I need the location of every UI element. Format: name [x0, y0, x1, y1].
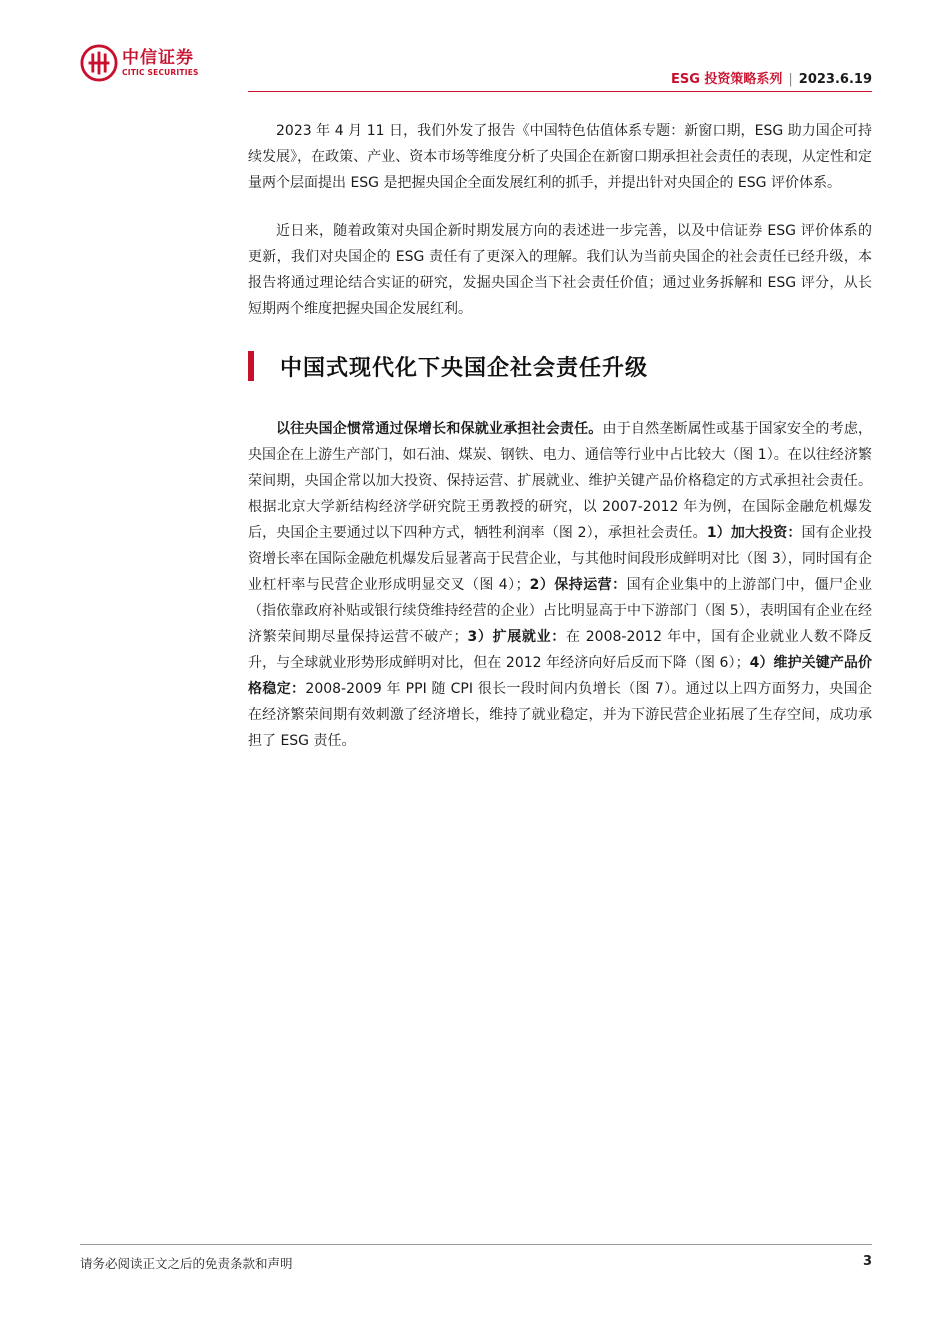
- footer-rule: [80, 1244, 872, 1245]
- page-number: 3: [862, 1254, 872, 1269]
- paragraph-intro: 2023 年 4 月 11 日，我们外发了报告《中国特色估值体系专题：新窗口期，ESG 助力国企可持续发展》，在政策、产业、资本市场等维度分析了央国企在新窗口期承担社会责任的表现，从定性和定量两个层面提出 ESG 是把握央国企全面发展红利的抓手，并提出针对央国企的 ESG 评价体系。: [248, 123, 872, 191]
- series-title: ESG 投资策略系列: [670, 72, 783, 87]
- point-1-label: 1）加大投资：: [706, 525, 802, 541]
- footer-disclaimer: 请务必阅读正文之后的免责条款和声明: [80, 1256, 293, 1271]
- page-header: [80, 44, 872, 94]
- analysis-text-4: 在 2008-2012 年中，国有企业就业人数不降反升，与全球就业形势形成鲜明对比，但在 2012 年经济向好后反而下降（图 6）；: [248, 629, 873, 671]
- point-4-label: 4）维护关键产品价格稳定：: [248, 655, 872, 697]
- paragraph-lead: 以往央国企惯常通过保增长和保就业承担社会责任。: [276, 421, 603, 437]
- analysis-text-5: 2008-2009 年 PPI 随 CPI 很长一段时间内负增长（图 7）。通过以上四方面努力，央国企在经济繁荣间期有效刺激了经济增长，维持了就业稳定，并为下游民营企业拓展了生存空间，成功承担了 ESG 责任。: [248, 681, 873, 749]
- citic-emblem-icon: [80, 44, 118, 82]
- analysis-text-3: 国有企业集中的上游部门中，僵尸企业（指依靠政府补贴或银行续贷维持经营的企业）占比明显高于中下游部门（图 5），表明国有企业在经济繁荣间期尽量保持运营不破产；: [248, 577, 872, 645]
- paragraph-analysis: [248, 416, 872, 754]
- section-title: 中国式现代化下央国企社会责任升级: [280, 355, 649, 381]
- paragraph-background: 近日来，随着政策对央国企新时期发展方向的表述进一步完善，以及中信证券 ESG 评价体系的更新，我们对央国企的 ESG 责任有了更深入的理解。我们认为当前央国企的社会责任已经升级，本报告将通过理论结合实证的研究，发掘央国企当下社会责任价值；通过业务拆解和 ESG 评分，从长短期两个维度把握央国企发展红利。: [248, 223, 872, 317]
- header-separator: |: [788, 72, 793, 87]
- section-heading-bar: [248, 351, 254, 381]
- analysis-text-1: 由于自然垄断属性或基于国家安全的考虑，央国企在上游生产部门，如石油、煤炭、钢铁、电力、通信等行业中占比较大（图 1）。在以往经济繁荣间期，央国企常以加大投资、保持运营、扩展就业、维护关键产品价格稳定的方式承担社会责任。根据北京大学新结构经济学研究院王勇教授的研究，以 2007-2012 年为例，在国际金融危机爆发后，央国企主要通过以下四种方式，牺牲利润率（图 2），承担社会责任。: [248, 421, 873, 541]
- main-content: [248, 118, 872, 776]
- report-series: [671, 68, 872, 87]
- point-2-label: 2）保持运营：: [529, 577, 627, 593]
- logo-english-name: CITIC SECURITIES: [122, 68, 199, 77]
- report-date: 2023.6.19: [798, 72, 872, 87]
- point-3-label: 3）扩展就业：: [467, 629, 566, 645]
- citic-logo: [80, 44, 199, 82]
- analysis-text-2: 国有企业投资增长率在国际金融危机爆发后显著高于民营企业，与其他时间段形成鲜明对比（图 3），同时国有企业杠杆率与民营企业形成明显交叉（图 4）；: [248, 525, 873, 593]
- header-rule: [248, 91, 872, 92]
- logo-chinese-name: 中信证券: [122, 48, 194, 68]
- section-heading: [248, 344, 872, 388]
